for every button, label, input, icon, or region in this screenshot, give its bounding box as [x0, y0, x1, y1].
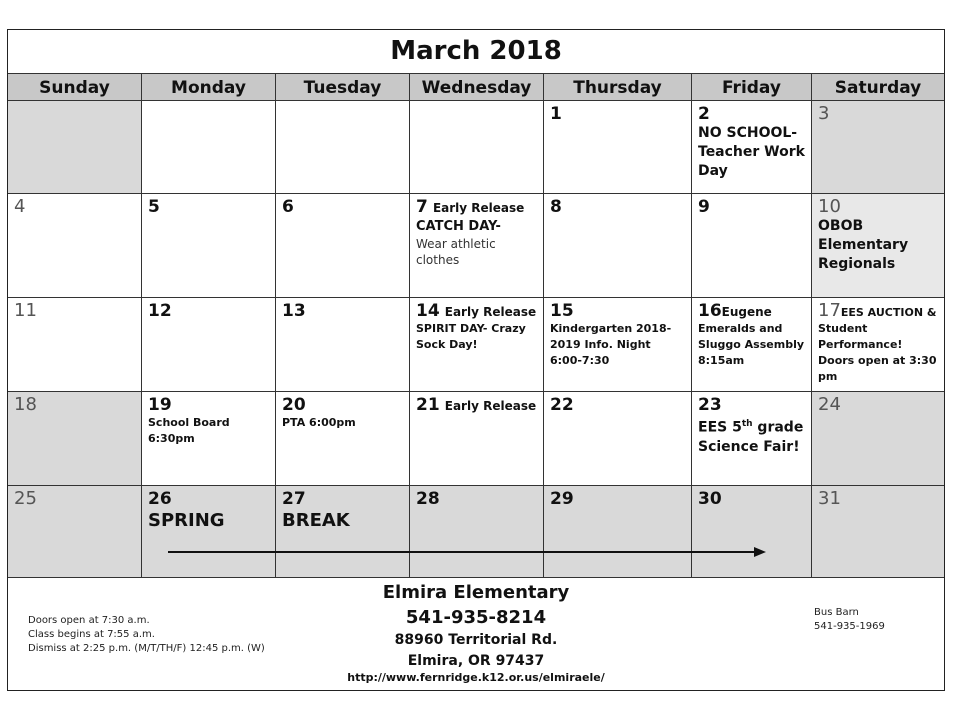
calendar-title: March 2018: [390, 36, 562, 66]
ordinal-suffix: th: [741, 419, 753, 429]
event-note: School Board 6:30pm: [148, 416, 230, 445]
event-note: BREAK: [282, 510, 350, 531]
day-number: 8: [550, 197, 562, 217]
header-sunday: Sunday: [8, 73, 142, 101]
day-cell-mar-9: [692, 194, 812, 298]
day-cell-mar-28: [410, 486, 544, 578]
day-number: 18: [14, 394, 37, 415]
day-number: 7: [416, 197, 428, 217]
day-number: 6: [282, 197, 294, 217]
day-number: 15: [550, 301, 574, 321]
day-cell-mar-12: [142, 298, 276, 392]
day-cell-mar-18: [8, 392, 142, 486]
day-number: 9: [698, 197, 710, 217]
dismiss-text: Dismiss at 2:25 p.m. (M/T/TH/F) 12:45 p.m. (W): [28, 643, 265, 654]
day-number: 3: [818, 103, 830, 124]
header-friday: Friday: [692, 73, 812, 101]
day-number: 21: [416, 395, 440, 415]
event-note: Wear athletic clothes: [416, 237, 496, 267]
day-number: 14: [416, 301, 440, 321]
early-release-tag: Early Release: [444, 399, 537, 413]
day-number: 26: [148, 489, 172, 509]
school-phone: 541-935-8214: [405, 607, 547, 628]
bus-barn-info: [814, 606, 885, 634]
school-address: 88960 Territorial Rd.: [394, 632, 558, 648]
day-cell-mar-29: [544, 486, 692, 578]
event-note: NO SCHOOL- Teacher Work Day: [698, 125, 805, 179]
day-cell-mar-7: [410, 194, 544, 298]
event-note: Kindergarten 2018-2019 Info. Night 6:00-7:30: [550, 322, 672, 367]
event-note: OBOB Elementary Regionals: [818, 218, 909, 272]
event-note: [698, 415, 805, 457]
day-cell-mar-8: [544, 194, 692, 298]
calendar-frame: [7, 29, 945, 691]
day-cell-mar-21: [410, 392, 544, 486]
event-tag: EES AUCTION &: [840, 306, 937, 319]
day-cell-mar-27: [276, 486, 410, 578]
footer: [8, 578, 944, 691]
doors-open-text: Doors open at 7:30 a.m.: [28, 615, 150, 626]
day-cell-mar-15: [544, 298, 692, 392]
day-number: 10: [818, 196, 841, 217]
day-number: 16: [698, 301, 722, 321]
event-note: Emeralds and Sluggo Assembly 8:15am: [698, 322, 805, 367]
header-monday: Monday: [142, 73, 276, 101]
day-cell-empty: [142, 101, 276, 194]
event-note-text: EES 5: [698, 419, 742, 436]
day-cell-mar-10: [812, 194, 944, 298]
day-number: 25: [14, 488, 37, 509]
day-number: 19: [148, 395, 172, 415]
header-wednesday: Wednesday: [410, 73, 544, 101]
spring-break-arrow: [168, 545, 768, 559]
day-cell-empty: [410, 101, 544, 194]
early-release-tag: Early Release: [444, 305, 537, 319]
day-cell-mar-19: [142, 392, 276, 486]
day-number: 30: [698, 489, 722, 509]
day-cell-mar-30: [692, 486, 812, 578]
day-number: 23: [698, 395, 722, 415]
day-cell-mar-17: [812, 298, 944, 392]
day-cell-mar-11: [8, 298, 142, 392]
day-cell-mar-13: [276, 298, 410, 392]
day-number: 28: [416, 489, 440, 509]
event-tag: Eugene: [721, 305, 772, 319]
arrow-head: [754, 547, 766, 557]
day-cell-mar-5: [142, 194, 276, 298]
day-cell-mar-25: [8, 486, 142, 578]
class-begins-text: Class begins at 7:55 a.m.: [28, 629, 155, 640]
day-number: 4: [14, 196, 26, 217]
early-release-tag: Early Release: [432, 201, 525, 215]
day-cell-mar-24: [812, 392, 944, 486]
event-note: CATCH DAY-: [416, 219, 501, 234]
bus-barn-label: Bus Barn: [814, 607, 859, 618]
day-cell-mar-16: [692, 298, 812, 392]
day-number: 5: [148, 197, 160, 217]
day-number: 31: [818, 488, 841, 509]
day-number: 22: [550, 395, 574, 415]
day-cell-mar-2: [692, 101, 812, 194]
day-cell-mar-22: [544, 392, 692, 486]
day-number: 29: [550, 489, 574, 509]
day-number: 13: [282, 301, 306, 321]
day-cell-mar-20: [276, 392, 410, 486]
event-note: SPIRIT DAY- Crazy Sock Day!: [416, 322, 526, 351]
day-cell-mar-1: [544, 101, 692, 194]
school-city: Elmira, OR 97437: [407, 653, 545, 669]
day-number: 20: [282, 395, 306, 415]
day-number: 1: [550, 104, 562, 124]
school-name: Elmira Elementary: [382, 582, 570, 603]
event-note-text: grade Science Fair!: [698, 419, 804, 455]
day-cell-mar-31: [812, 486, 944, 578]
schedule-info: [28, 614, 265, 656]
header-tuesday: Tuesday: [276, 73, 410, 101]
day-cell-mar-3: [812, 101, 944, 194]
day-cell-empty: [276, 101, 410, 194]
day-cell-mar-4: [8, 194, 142, 298]
header-saturday: Saturday: [812, 73, 944, 101]
day-cell-mar-6: [276, 194, 410, 298]
day-number: 12: [148, 301, 172, 321]
day-cell-empty: [8, 101, 142, 194]
event-note: PTA 6:00pm: [282, 416, 356, 429]
day-number: 11: [14, 300, 37, 321]
day-cell-mar-14: [410, 298, 544, 392]
header-thursday: Thursday: [544, 73, 692, 101]
bus-barn-phone: 541-935-1969: [814, 621, 885, 632]
event-note: SPRING: [148, 510, 225, 531]
school-website-link[interactable]: http://www.fernridge.k12.or.us/elmiraele/: [347, 671, 605, 684]
day-number: 2: [698, 104, 710, 124]
day-number: 27: [282, 489, 306, 509]
event-note: Student Performance! Doors open at 3:30 pm: [818, 322, 937, 383]
day-cell-mar-26: [142, 486, 276, 578]
day-number: 17: [818, 300, 841, 321]
day-number: 24: [818, 394, 841, 415]
day-cell-mar-23: [692, 392, 812, 486]
